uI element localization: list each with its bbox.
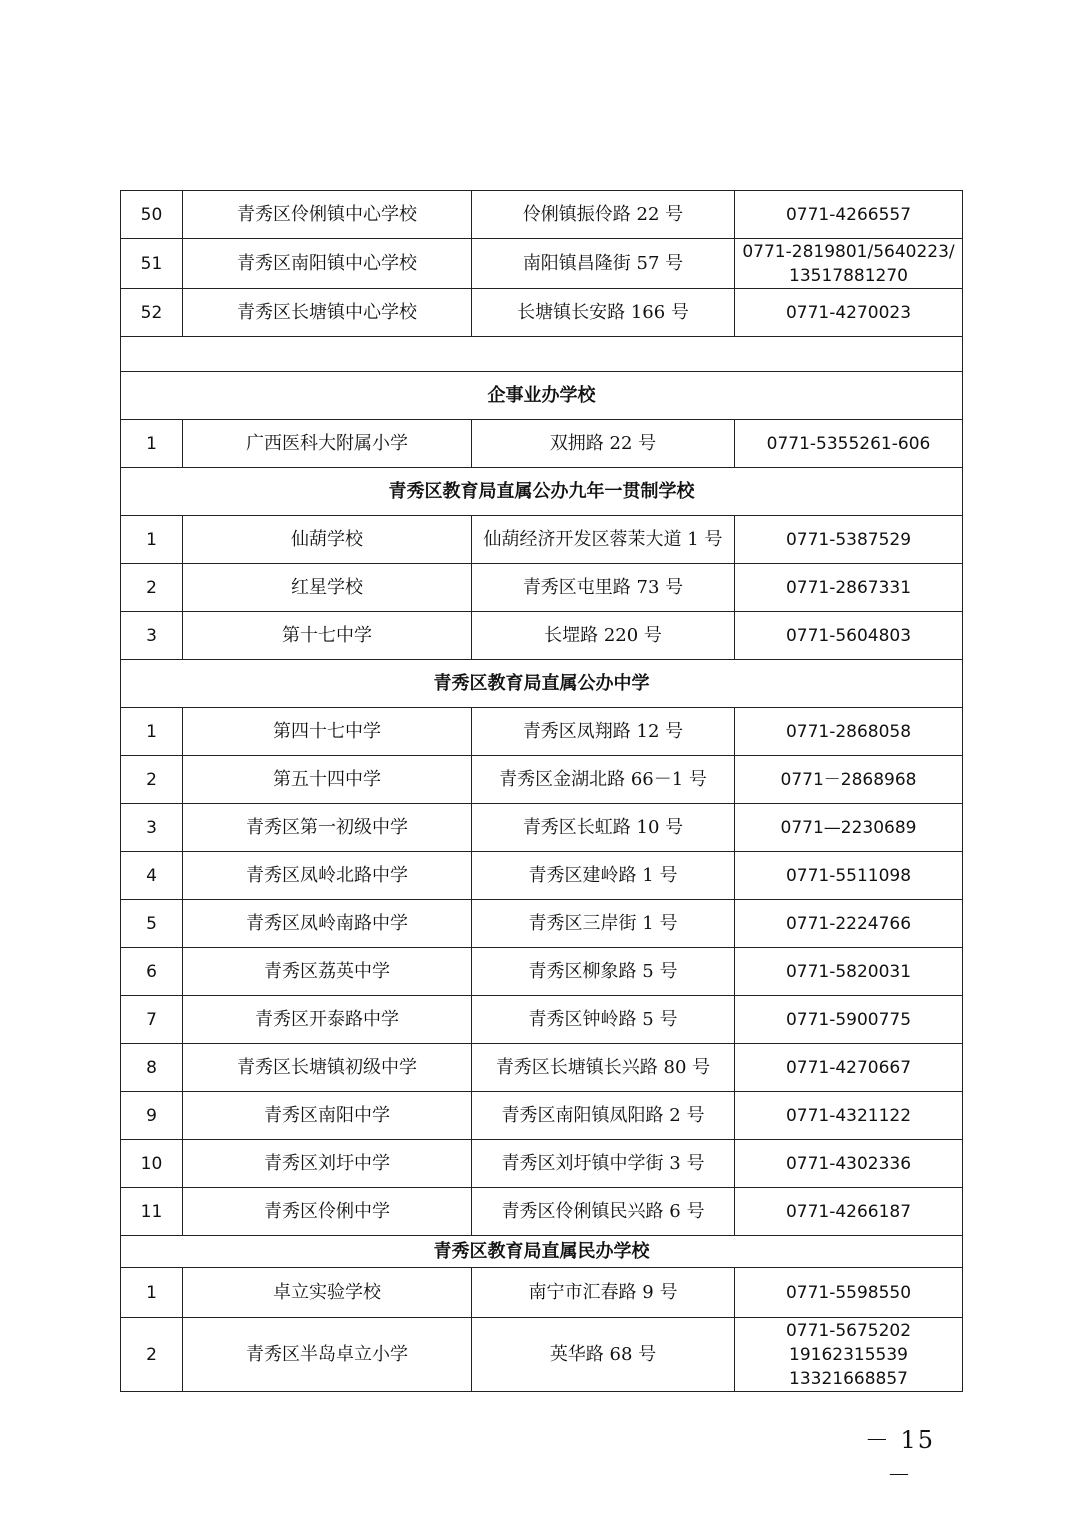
- row-number: 1: [121, 516, 183, 564]
- school-phone: [735, 516, 963, 564]
- school-address: 仙葫经济开发区蓉茉大道 1 号: [472, 516, 735, 564]
- school-name: 青秀区伶俐中学: [183, 1188, 472, 1236]
- phone-line: 0771-5598550: [785, 1282, 912, 1303]
- phone-line: 0771-2868058: [785, 721, 912, 742]
- row-number: 11: [121, 1188, 183, 1236]
- table-row: [121, 191, 963, 239]
- school-address: 南阳镇昌隆街 57 号: [472, 239, 735, 289]
- blank-cell: [121, 337, 963, 372]
- school-name: 青秀区刘圩中学: [183, 1140, 472, 1188]
- school-phone: [735, 996, 963, 1044]
- section-header-row: [121, 468, 963, 516]
- phone-line: 0771-4321122: [785, 1105, 912, 1126]
- school-name: 青秀区长塘镇中心学校: [183, 289, 472, 337]
- table-row: [121, 708, 963, 756]
- school-phone: [735, 948, 963, 996]
- school-name: 红星学校: [183, 564, 472, 612]
- table-row: [121, 1188, 963, 1236]
- school-address: 青秀区伶俐镇民兴路 6 号: [472, 1188, 735, 1236]
- section-title: 企事业办学校: [121, 372, 963, 420]
- section-header-row: [121, 1236, 963, 1268]
- phone-line: 0771-2867331: [785, 577, 912, 598]
- school-address: 双拥路 22 号: [472, 420, 735, 468]
- school-name: 青秀区第一初级中学: [183, 804, 472, 852]
- phone-line: 0771-2224766: [785, 913, 912, 934]
- school-address: 青秀区凤翔路 12 号: [472, 708, 735, 756]
- school-name: 青秀区南阳镇中心学校: [183, 239, 472, 289]
- school-phone: [735, 756, 963, 804]
- blank-row: [121, 337, 963, 372]
- phone-line: 0771-5900775: [785, 1009, 912, 1030]
- phone-line: 0771—2230689: [780, 817, 917, 838]
- table-body: [121, 191, 963, 1392]
- row-number: 52: [121, 289, 183, 337]
- school-name: 广西医科大附属小学: [183, 420, 472, 468]
- row-number: 7: [121, 996, 183, 1044]
- table-row: [121, 948, 963, 996]
- page-number: － 15 －: [864, 1426, 936, 1489]
- row-number: 1: [121, 420, 183, 468]
- school-name: 青秀区南阳中学: [183, 1092, 472, 1140]
- school-name: 第十七中学: [183, 612, 472, 660]
- table-row: [121, 612, 963, 660]
- school-address: 青秀区三岸街 1 号: [472, 900, 735, 948]
- section-header-row: [121, 660, 963, 708]
- row-number: 1: [121, 708, 183, 756]
- school-address: 青秀区建岭路 1 号: [472, 852, 735, 900]
- school-phone: [735, 239, 963, 289]
- school-address: 青秀区柳象路 5 号: [472, 948, 735, 996]
- school-address: 青秀区长塘镇长兴路 80 号: [472, 1044, 735, 1092]
- section-title: 青秀区教育局直属民办学校: [121, 1236, 963, 1268]
- school-name: 青秀区荔英中学: [183, 948, 472, 996]
- row-number: 9: [121, 1092, 183, 1140]
- phone-line: 0771-4266187: [785, 1201, 912, 1222]
- row-number: 3: [121, 612, 183, 660]
- phone-line: 0771-5820031: [785, 961, 912, 982]
- school-name: 卓立实验学校: [183, 1268, 472, 1318]
- table-row: [121, 996, 963, 1044]
- school-phone: [735, 420, 963, 468]
- school-phone: [735, 1268, 963, 1318]
- section-header-row: [121, 372, 963, 420]
- school-address: 长堽路 220 号: [472, 612, 735, 660]
- school-name: 青秀区凤岭南路中学: [183, 900, 472, 948]
- section-title: 青秀区教育局直属公办九年一贯制学校: [121, 468, 963, 516]
- school-phone: [735, 1044, 963, 1092]
- school-phone: [735, 708, 963, 756]
- phone-line: 0771－2868968: [780, 769, 917, 790]
- table-row: [121, 1318, 963, 1392]
- section-title: 青秀区教育局直属公办中学: [121, 660, 963, 708]
- school-name: 第五十四中学: [183, 756, 472, 804]
- row-number: 2: [121, 756, 183, 804]
- school-name: 仙葫学校: [183, 516, 472, 564]
- school-address: 青秀区刘圩镇中学街 3 号: [472, 1140, 735, 1188]
- table-row: [121, 852, 963, 900]
- row-number: 4: [121, 852, 183, 900]
- phone-line: 0771-5604803: [785, 625, 912, 646]
- school-phone: [735, 564, 963, 612]
- row-number: 1: [121, 1268, 183, 1318]
- phone-line: 19162315539: [789, 1344, 908, 1365]
- school-address: 长塘镇长安路 166 号: [472, 289, 735, 337]
- table-row: [121, 1268, 963, 1318]
- phone-line: 0771-2819801/5640223/: [742, 241, 955, 262]
- school-contact-table: [120, 190, 963, 1392]
- phone-line: 0771-4302336: [785, 1153, 912, 1174]
- row-number: 5: [121, 900, 183, 948]
- school-phone: [735, 900, 963, 948]
- phone-line: 0771-5675202: [785, 1320, 912, 1341]
- school-phone: [735, 1140, 963, 1188]
- phone-line: 0771-5355261-606: [766, 433, 931, 454]
- table-row: [121, 900, 963, 948]
- row-number: 51: [121, 239, 183, 289]
- table-row: [121, 804, 963, 852]
- row-number: 2: [121, 1318, 183, 1392]
- row-number: 8: [121, 1044, 183, 1092]
- phone-line: 0771-4266557: [785, 204, 912, 225]
- school-address: 英华路 68 号: [472, 1318, 735, 1392]
- table-row: [121, 756, 963, 804]
- row-number: 6: [121, 948, 183, 996]
- row-number: 10: [121, 1140, 183, 1188]
- phone-line: 0771-4270667: [785, 1057, 912, 1078]
- school-name: 青秀区长塘镇初级中学: [183, 1044, 472, 1092]
- school-name: 青秀区伶俐镇中心学校: [183, 191, 472, 239]
- table-row: [121, 420, 963, 468]
- row-number: 2: [121, 564, 183, 612]
- table-row: [121, 1044, 963, 1092]
- school-phone: [735, 1092, 963, 1140]
- school-phone: [735, 289, 963, 337]
- school-address: 青秀区长虹路 10 号: [472, 804, 735, 852]
- phone-line: 13517881270: [789, 265, 908, 286]
- phone-line: 13321668857: [789, 1368, 908, 1389]
- table-row: [121, 516, 963, 564]
- school-phone: [735, 852, 963, 900]
- phone-line: 0771-5511098: [785, 865, 912, 886]
- school-address: 青秀区钟岭路 5 号: [472, 996, 735, 1044]
- school-address: 南宁市汇春路 9 号: [472, 1268, 735, 1318]
- school-phone: [735, 1318, 963, 1392]
- school-address: 青秀区南阳镇凤阳路 2 号: [472, 1092, 735, 1140]
- school-phone: [735, 1188, 963, 1236]
- phone-line: 0771-4270023: [785, 302, 912, 323]
- school-name: 青秀区半岛卓立小学: [183, 1318, 472, 1392]
- table-row: [121, 1092, 963, 1140]
- row-number: 50: [121, 191, 183, 239]
- table-row: [121, 564, 963, 612]
- school-phone: [735, 191, 963, 239]
- school-phone: [735, 804, 963, 852]
- school-address: 青秀区金湖北路 66－1 号: [472, 756, 735, 804]
- phone-line: 0771-5387529: [785, 529, 912, 550]
- school-address: 青秀区屯里路 73 号: [472, 564, 735, 612]
- table-row: [121, 1140, 963, 1188]
- school-address: 伶俐镇振伶路 22 号: [472, 191, 735, 239]
- table-row: [121, 239, 963, 289]
- row-number: 3: [121, 804, 183, 852]
- school-phone: [735, 612, 963, 660]
- table-row: [121, 289, 963, 337]
- school-name: 青秀区凤岭北路中学: [183, 852, 472, 900]
- school-name: 第四十七中学: [183, 708, 472, 756]
- school-name: 青秀区开泰路中学: [183, 996, 472, 1044]
